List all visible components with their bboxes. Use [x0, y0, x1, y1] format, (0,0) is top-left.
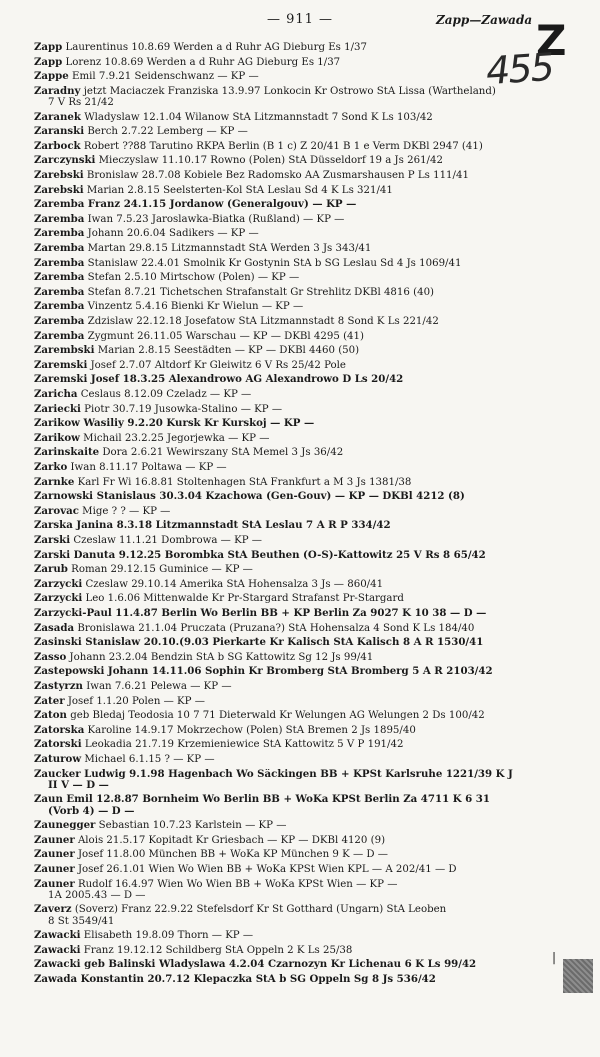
entry-details: Iwan 8.11.17 Poltawa — KP —	[67, 462, 227, 473]
register-entry	[34, 331, 569, 342]
register-entry	[34, 681, 569, 692]
register-entry	[34, 462, 569, 473]
entry-continuation: (Vorb 4) — D —	[48, 804, 135, 817]
register-entry	[34, 243, 569, 254]
entry-details: Franz 19.12.12 Schildberg StA Oppeln 2 K Ls 25/38	[80, 944, 353, 956]
entry-details: Dora 2.6.21 Wewirszany StA Memel 3 Js 36/42	[99, 447, 344, 459]
entry-surname: Zawacki	[34, 930, 81, 942]
register-entry	[34, 739, 569, 750]
entry-surname: Zaremba	[34, 301, 85, 313]
register-entry	[34, 754, 569, 765]
entry-surname: Zarczynski	[34, 155, 96, 167]
entry-surname: Zatorski	[34, 739, 82, 751]
entry-details: Ceslaus 8.12.09 Czeladz — KP —	[77, 389, 252, 400]
register-entry	[34, 258, 569, 269]
entry-details: geb Balinski Wladyslawa 4.2.04 Czarnozyn Kr Lichenau 6 K Ls 99/42	[80, 959, 477, 971]
entry-details: Marian 2.8.15 Seelsterten-Kol StA Leslau Sd 4 K Ls 321/41	[83, 184, 393, 196]
register-entry	[34, 447, 569, 458]
entry-surname: Zastyrzn	[34, 681, 83, 692]
entry-surname: Zauner	[34, 864, 75, 875]
entry-details: Mieczyslaw 11.10.17 Rowno (Polen) StA Düsseldorf 19 a Js 261/42	[95, 155, 443, 167]
entry-surname: Zaverz	[34, 904, 72, 916]
register-entry	[34, 652, 569, 663]
entry-surname: Zasso	[34, 651, 67, 663]
entry-details: Zygmunt 26.11.05 Warschau — KP — DKBl 4295 (41)	[84, 330, 364, 342]
margin-mark: |	[552, 950, 557, 964]
entry-details: Karl Fr Wi 16.8.81 Stoltenhagen StA Frankfurt a M 3 Js 1381/38	[74, 476, 412, 488]
running-head: Zapp—Zawada	[436, 13, 533, 27]
entry-surname: Zarzycki	[34, 578, 83, 590]
entry-details: Emil 12.8.87 Bornheim Wo Berlin BB + WoKa KPSt Berlin Za 4711 K 6 31	[62, 794, 490, 806]
entry-surname: Zauner	[34, 878, 75, 890]
entry-surname: Zawada	[34, 974, 78, 985]
entry-details: Czeslaw 11.1.21 Dombrowa — KP —	[70, 535, 262, 546]
register-entries	[0, 42, 600, 1002]
register-entry	[34, 155, 569, 166]
entry-details: Leokadia 21.7.19 Krzemieniewice StA Kattowitz 5 V P 191/42	[81, 739, 404, 751]
entry-surname: Zaturow	[34, 754, 82, 765]
register-entry	[34, 520, 569, 531]
register-entry	[34, 904, 569, 926]
entry-continuation: II V — D —	[48, 778, 109, 791]
register-entry	[34, 214, 569, 225]
register-entry	[34, 820, 569, 831]
entry-surname: Zasinski	[34, 637, 82, 649]
register-entry	[34, 945, 569, 956]
entry-surname: Zaunegger	[34, 820, 96, 832]
entry-details: Bronislaw 28.7.08 Kobiele Bez Radomsko AA Zusmarshausen P Ls 111/41	[83, 170, 469, 181]
entry-details: Robert ??88 Tarutino RKPA Berlin (B 1 c) Z 20/41 B 1 e Verm DKBl 2947 (41)	[80, 140, 483, 152]
entry-details: Stefan 8.7.21 Tichetschen Strafanstalt Gr Strehlitz DKBl 4816 (40)	[84, 286, 435, 298]
entry-details: Leo 1.6.06 Mittenwalde Kr Pr-Stargard Strafanst Pr-Stargard	[82, 593, 404, 605]
entry-surname: Zarebski	[34, 184, 84, 196]
register-entry	[34, 879, 569, 901]
entry-details: Johann 23.2.04 Bendzin StA b SG Kattowitz Sg 12 Js 99/41	[66, 651, 374, 663]
entry-details: Berch 2.7.22 Lemberg — KP —	[84, 126, 248, 138]
entry-details: Bronislawa 21.1.04 Pruczata (Pruzana?) StA Hohensalza 4 Sond K Ls 184/40	[74, 622, 475, 634]
entry-details: Wasiliy 9.2.20 Kursk Kr Kurskoj — KP —	[79, 418, 315, 430]
register-entry	[34, 360, 569, 371]
entry-details: Stanislaw 20.10.(9.03 Pierkarte Kr Kalisch StA Kalisch 8 A R 1530/41	[81, 637, 484, 649]
register-entry	[34, 316, 569, 327]
register-entry	[34, 112, 569, 123]
entry-surname: Zaremba	[34, 199, 85, 211]
page-number: — 911 —	[266, 12, 334, 27]
register-entry	[34, 433, 569, 444]
register-entry	[34, 141, 569, 152]
entry-details: Piotr 30.7.19 Jusowka-Stalino — KP —	[80, 403, 283, 415]
entry-details: Mige ? ? — KP —	[78, 505, 171, 517]
register-entry	[34, 418, 569, 429]
entry-surname: Zawacki	[34, 959, 81, 971]
entry-details: Michael 6.1.15 ? — KP —	[81, 754, 215, 765]
entry-surname: Zaremba	[34, 243, 85, 254]
entry-details: 11.4.87 Berlin Wo Berlin BB + KP Berlin Za 9027 K 10 38 — D —	[111, 608, 487, 619]
entry-details: Martan 29.8.15 Litzmannstadt StA Werden 3 Js 343/41	[84, 243, 372, 254]
register-entry	[34, 126, 569, 137]
register-entry	[34, 404, 569, 415]
register-entry	[34, 959, 569, 970]
entry-surname: Zarebski	[34, 170, 84, 181]
entry-details: Danuta 9.12.25 Borombka StA Beuthen (O-S)-Kattowitz 25 V Rs 8 65/42	[70, 549, 486, 561]
entry-surname: Zappe	[34, 71, 69, 83]
entry-surname: Zaucker	[34, 768, 81, 780]
register-entry	[34, 974, 569, 985]
register-entry	[34, 564, 569, 575]
entry-surname: Zapp	[34, 56, 63, 68]
register-entry	[34, 389, 569, 400]
entry-surname: Zaremba	[34, 286, 85, 298]
entry-details: Janina 8.3.18 Litzmannstadt StA Leslau 7 A R P 334/42	[72, 520, 391, 532]
index-letter: Z	[536, 16, 567, 65]
entry-surname: Zarub	[34, 564, 68, 576]
entry-details: Sebastian 10.7.23 Karlstein — KP —	[95, 820, 287, 832]
register-entry	[34, 550, 569, 561]
entry-surname: Zaranek	[34, 111, 81, 123]
entry-details: Stanislaw 22.4.01 Smolnik Kr Gostynin StA b SG Leslau Sd 4 Js 1069/41	[84, 257, 462, 269]
entry-details: Vinzentz 5.4.16 Bienki Kr Wielun — KP —	[84, 301, 304, 313]
entry-details: (Soverz) Franz 22.9.22 Stefelsdorf Kr St Gotthard (Ungarn) StA Leoben	[71, 904, 447, 916]
entry-surname: Zarski	[34, 549, 71, 561]
register-entry	[34, 930, 569, 941]
entry-surname: Zarinskaite	[34, 447, 100, 459]
entry-surname: Zaremba	[34, 272, 85, 284]
entry-details: Zdzislaw 22.12.18 Josefatow StA Litzmannstadt 8 Sond K Ls 221/42	[84, 316, 439, 327]
entry-details: Josef 26.1.01 Wien Wo Wien BB + WoKa KPSt Wien KPL — A 202/41 — D	[74, 864, 457, 875]
entry-surname: Zaradny	[34, 85, 81, 97]
register-entry	[34, 666, 569, 677]
entry-details: Marian 2.8.15 Seestädten — KP — DKBl 4460 (50)	[94, 345, 360, 357]
entry-details: jetzt Maciaczek Franziska 13.9.97 Lonkocin Kr Ostrowo StA Lissa (Wartheland)	[80, 85, 496, 97]
entry-continuation: 1A 2005.43 — D —	[48, 889, 146, 901]
register-entry	[34, 623, 569, 634]
entry-surname: Zarska	[34, 520, 73, 532]
entry-surname: Zarikow	[34, 432, 80, 444]
entry-details: Ludwig 9.1.98 Hagenbach Wo Säckingen BB + KPSt Karlsruhe 1221/39 K J	[80, 768, 513, 780]
entry-details: Johann 14.11.06 Sophin Kr Bromberg StA Bromberg 5 A R 2103/42	[104, 666, 493, 678]
register-entry	[34, 477, 569, 488]
entry-surname: Zaranski	[34, 126, 85, 138]
entry-details: Laurentinus 10.8.69 Werden a d Ruhr AG Dieburg Es 1/37	[62, 42, 368, 53]
entry-surname: Zaremba	[34, 213, 85, 225]
entry-details: geb Bledaj Teodosia 10 7 71 Dieterwald Kr Welungen AG Welungen 2 Ds 100/42	[66, 710, 485, 722]
handwritten-annotation: 455	[484, 44, 554, 94]
entry-details: Stanislaus 30.3.04 Kzachowa (Gen-Gouv) — KP — DKBl 4212 (8)	[93, 491, 465, 503]
entry-surname: Zarzycki	[34, 593, 83, 605]
register-entry	[34, 345, 569, 356]
entry-details: Konstantin 20.7.12 Klepaczka StA b SG Oppeln Sg 8 Js 536/42	[77, 974, 436, 985]
entry-surname: Zaricha	[34, 389, 78, 400]
register-entry	[34, 301, 569, 312]
register-entry	[34, 185, 569, 196]
register-entry	[34, 71, 569, 82]
register-entry	[34, 864, 569, 875]
register-entry	[34, 710, 569, 721]
entry-details: Franz 24.1.15 Jordanow (Generalgouv) — KP —	[84, 199, 357, 211]
register-entry	[34, 849, 569, 860]
entry-surname: Zarovac	[34, 505, 79, 517]
entry-details: Michail 23.2.25 Jegorjewka — KP —	[79, 432, 270, 444]
entry-details: Josef 18.3.25 Alexandrowo AG Alexandrowo D Ls 20/42	[87, 374, 404, 386]
entry-surname: Zarko	[34, 462, 68, 473]
scan-gray-patch	[563, 959, 593, 993]
register-entry	[34, 608, 569, 619]
entry-details: Johann 20.6.04 Sadikers — KP —	[84, 228, 259, 240]
entry-details: Roman 29.12.15 Guminice — KP —	[67, 564, 253, 576]
entry-continuation: 8 St 3549/41	[48, 915, 115, 927]
entry-details: Josef 11.8.00 München BB + WoKa KP München 9 K — D —	[74, 849, 388, 861]
entry-surname: Zastepowski	[34, 666, 105, 678]
entry-surname: Zarembski	[34, 345, 95, 357]
entry-surname: Zawacki	[34, 944, 81, 956]
entry-surname: Zaremski	[34, 359, 88, 371]
entry-surname: Zarzycki-Paul	[34, 608, 112, 619]
register-entry	[34, 593, 569, 604]
entry-surname: Zaremba	[34, 330, 85, 342]
entry-surname: Zatorska	[34, 724, 85, 736]
register-entry	[34, 228, 569, 239]
entry-surname: Zarnowski	[34, 491, 94, 503]
register-entry	[34, 57, 569, 68]
register-entry	[34, 199, 569, 210]
entry-details: Stefan 2.5.10 Mirtschow (Polen) — KP —	[84, 272, 300, 284]
entry-details: Rudolf 16.4.97 Wien Wo Wien BB + WoKa KPSt Wien — KP —	[74, 878, 398, 890]
register-entry	[34, 835, 569, 846]
entry-details: Iwan 7.6.21 Pelewa — KP —	[82, 681, 232, 692]
entry-details: Josef 1.1.20 Polen — KP —	[64, 695, 205, 707]
entry-surname: Zauner	[34, 849, 75, 861]
entry-surname: Zaton	[34, 710, 67, 722]
register-entry	[34, 535, 569, 546]
entry-surname: Zaremba	[34, 316, 85, 327]
register-entry	[34, 374, 569, 385]
entry-surname: Zasada	[34, 622, 75, 634]
register-entry	[34, 287, 569, 298]
entry-details: Emil 7.9.21 Seidenschwanz — KP —	[68, 71, 259, 83]
entry-details: Elisabeth 19.8.09 Thorn — KP —	[80, 930, 254, 942]
entry-continuation: 7 V Rs 21/42	[48, 97, 114, 108]
entry-details: Czeslaw 29.10.14 Amerika StA Hohensalza 3 Js — 860/41	[82, 578, 384, 590]
register-entry	[34, 725, 569, 736]
register-entry	[34, 506, 569, 517]
entry-details: Josef 2.7.07 Altdorf Kr Gleiwitz 6 V Rs 25/42 Pole	[87, 359, 346, 371]
entry-details: Karoline 14.9.17 Mokrzechow (Polen) StA Bremen 2 Js 1895/40	[84, 724, 416, 736]
register-entry	[34, 272, 569, 283]
entry-surname: Zarbock	[34, 140, 81, 152]
entry-details: Alois 21.5.17 Kopitadt Kr Griesbach — KP — DKBl 4120 (9)	[74, 834, 386, 846]
entry-surname: Zater	[34, 695, 65, 707]
entry-surname: Zarski	[34, 535, 71, 546]
register-entry	[34, 170, 569, 181]
entry-details: Lorenz 10.8.69 Werden a d Ruhr AG Dieburg Es 1/37	[62, 56, 341, 68]
entry-surname: Zaun	[34, 794, 63, 806]
register-entry	[34, 794, 569, 816]
entry-surname: Zaremski	[34, 374, 88, 386]
register-entry	[34, 491, 569, 502]
entry-surname: Zarikow	[34, 418, 80, 430]
entry-surname: Zaremba	[34, 257, 85, 269]
entry-surname: Zariecki	[34, 403, 81, 415]
entry-surname: Zarnke	[34, 476, 75, 488]
entry-surname: Zauner	[34, 834, 75, 846]
entry-surname: Zaremba	[34, 228, 85, 240]
register-entry	[34, 42, 569, 53]
register-entry	[34, 769, 569, 791]
entry-details: Wladyslaw 12.1.04 Wilanow StA Litzmannstadt 7 Sond K Ls 103/42	[80, 111, 433, 123]
register-entry	[34, 696, 569, 707]
register-entry	[34, 637, 569, 648]
entry-surname: Zapp	[34, 42, 63, 53]
entry-details: Iwan 7.5.23 Jaroslawka-Biatka (Rußland) — KP —	[84, 213, 345, 225]
register-entry	[34, 86, 569, 108]
register-entry	[34, 579, 569, 590]
